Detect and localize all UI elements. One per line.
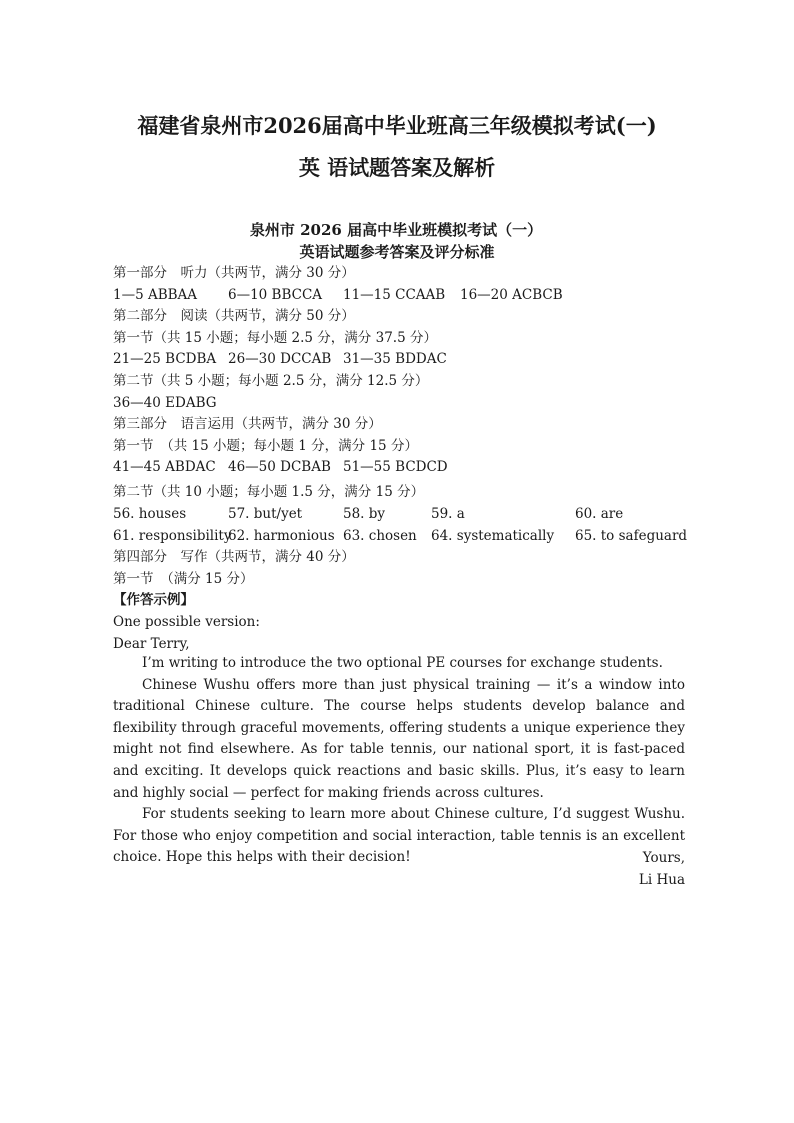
essay-signature: Li Hua <box>638 872 685 888</box>
answer-group: 26—30 DCCAB <box>228 351 332 367</box>
part3-heading: 第三部分 语言运用（共两节，满分 30 分） <box>113 416 382 432</box>
answer-group: 46—50 DCBAB <box>228 459 331 475</box>
part3-section2-heading: 第二节（共 10 小题；每小题 1.5 分，满分 15 分） <box>113 484 425 500</box>
answer-item: 61. responsibility <box>113 528 232 544</box>
exam-title: 泉州市 2026 届高中毕业班模拟考试（一） <box>249 221 543 239</box>
part4-section1-heading: 第一节 （满分 15 分） <box>113 571 254 587</box>
answer-group: 51—55 BCDCD <box>343 459 448 475</box>
answer-item: 64. systematically <box>431 528 555 544</box>
part1-heading: 第一部分 听力（共两节，满分 30 分） <box>113 265 355 281</box>
answer-item: 56. houses <box>113 506 187 522</box>
part3-section1-heading: 第一节 （共 15 小题；每小题 1 分，满分 15 分） <box>113 438 418 454</box>
answer-item: 59. a <box>431 506 465 522</box>
answer-key-title: 英语试题参考答案及评分标准 <box>299 243 495 261</box>
answer-item: 65. to safeguard <box>575 528 688 544</box>
part2-section2-heading: 第二节（共 5 小题；每小题 2.5 分，满分 12.5 分） <box>113 373 429 389</box>
answer-item: 57. but/yet <box>228 506 303 522</box>
answer-group: 36—40 EDABG <box>113 395 217 411</box>
main-subtitle: 英 语试题答案及解析 <box>298 155 496 180</box>
answer-item: 58. by <box>343 506 386 522</box>
essay-paragraph: For students seeking to learn more about Chinese culture, I’d suggest Wushu. For those who enjoy competition and social interaction, table tennis is an excellent choice. Hope this helps with their decision! <box>113 806 685 866</box>
essay-body <box>113 653 685 869</box>
essay-greeting: Dear Terry, <box>113 636 190 652</box>
essay-paragraph: Chinese Wushu offers more than just physical training — it’s a window into traditional Chinese culture. The course helps students develop balance and flexibility through graceful movements, offering students a unique experience they might not find elsewhere. As for table tennis, our national sport, it is fast-paced and exciting. It develops quick reactions and basic skills. Plus, it’s easy to learn and highly social — perfect for making friends across cultures. <box>113 676 685 801</box>
answer-group: 6—10 BBCCA <box>228 287 323 303</box>
answer-group: 31—35 BDDAC <box>343 351 447 367</box>
part4-heading: 第四部分 写作（共两节，满分 40 分） <box>113 549 355 565</box>
main-title: 福建省泉州市2026届高中毕业班高三年级模拟考试(一) <box>137 113 657 138</box>
answer-item: 63. chosen <box>343 528 417 544</box>
essay-paragraph: I’m writing to introduce the two optional PE courses for exchange students. <box>142 655 663 671</box>
answer-group: 1—5 ABBAA <box>113 287 198 303</box>
part2-heading: 第二部分 阅读（共两节，满分 50 分） <box>113 308 355 324</box>
answer-item: 60. are <box>575 506 624 522</box>
answer-group: 11—15 CCAAB <box>343 287 446 303</box>
answer-group: 41—45 ABDAC <box>113 459 216 475</box>
answer-group: 21—25 BCDBA <box>113 351 217 367</box>
answer-group: 16—20 ACBCB <box>460 287 563 303</box>
answer-item: 62. harmonious <box>228 528 335 544</box>
part2-section1-heading: 第一节（共 15 小题；每小题 2.5 分，满分 37.5 分） <box>113 330 437 346</box>
example-label: 【作答示例】 <box>113 592 194 608</box>
essay-intro: One possible version: <box>113 614 260 630</box>
essay-closing: Yours, <box>642 850 685 866</box>
